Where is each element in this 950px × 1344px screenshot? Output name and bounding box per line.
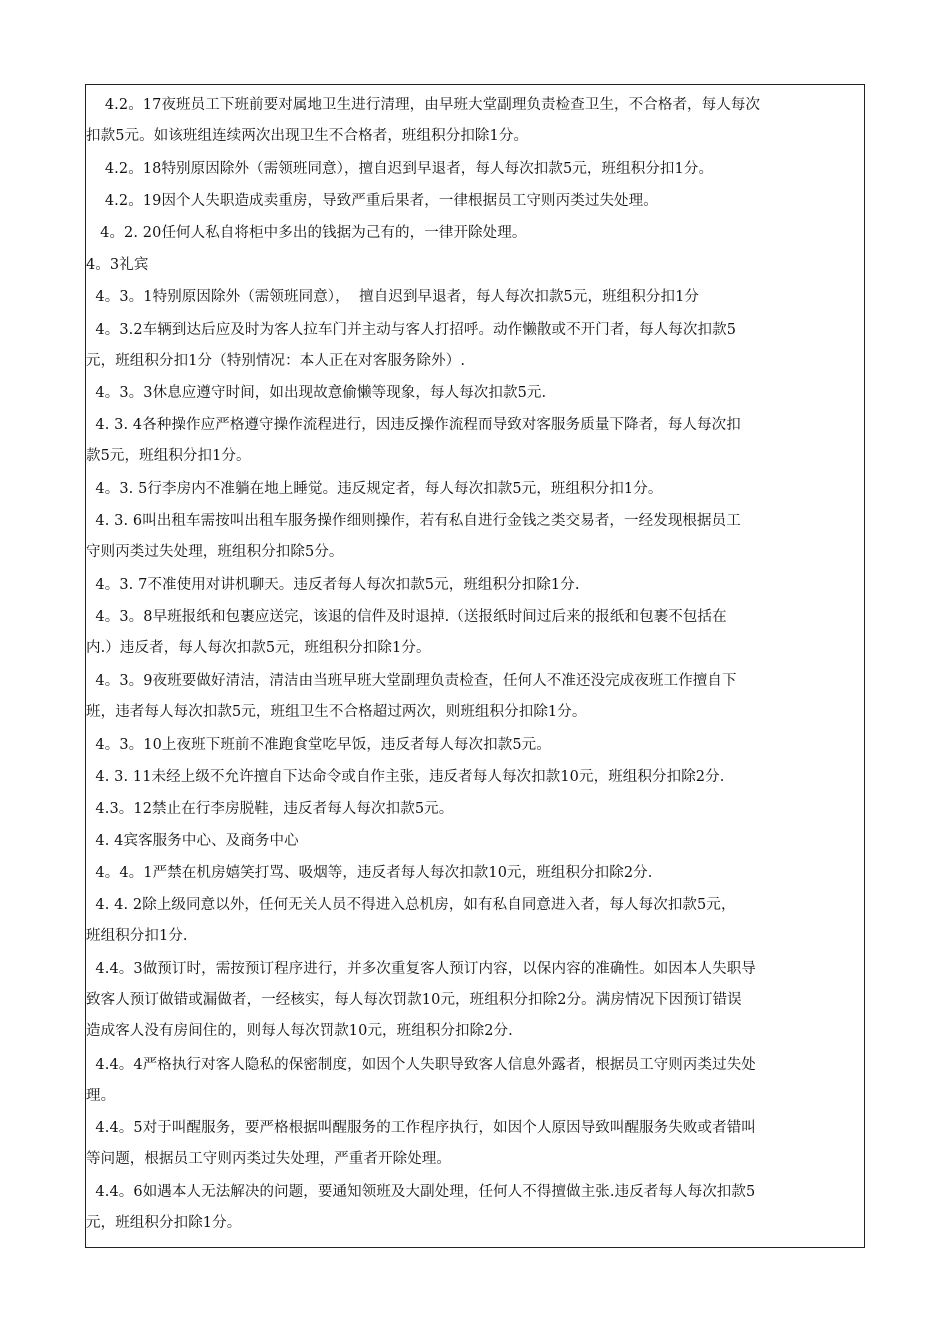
paragraph-line: 4. 3. 11未经上级不允许擅自下达命令或自作主张，违反者每人每次扣款10元，班组积分扣除2分. — [86, 768, 725, 785]
paragraph-line: 4. 3. 4各种操作应严格遵守操作流程进行，因违反操作流程而导致对客服务质量下降者，每人每次扣 — [86, 417, 741, 434]
rule-paragraph — [86, 570, 864, 601]
paragraph-line: 4. 4宾客服务中心、及商务中心 — [86, 833, 299, 850]
paragraph-line: 守则丙类过失处理，班组积分扣除5分。 — [86, 544, 344, 561]
rule-paragraph — [86, 602, 864, 664]
paragraph-line: 内.）违反者，每人每次扣款5元，班组积分扣除1分。 — [86, 640, 431, 657]
paragraph-line: 4。3. 7不准使用对讲机聊天。违反者每人每次扣款5元，班组积分扣除1分. — [86, 577, 580, 594]
paragraph-line: 理。 — [86, 1087, 116, 1104]
paragraph-line: 4。2. 20任何人私自将柜中多出的钱据为己有的，一律开除处理。 — [86, 225, 527, 242]
rule-paragraph — [86, 90, 864, 152]
rule-paragraph — [86, 954, 864, 1047]
paragraph-line: 4。3。10上夜班下班前不准跑食堂吃早饭，违反者每人每次扣款5元。 — [86, 736, 551, 753]
rule-paragraph — [86, 218, 864, 249]
rule-paragraph — [86, 730, 864, 761]
paragraph-line: 4。3。1特别原因除外（需领班同意）， 擅自迟到早退者，每人每次扣款5元，班组积分扣1分 — [86, 289, 700, 306]
paragraph-line: 4。3.2车辆到达后应及时为客人拉车门并主动与客人打招呼。动作懒散或不开门者，每人每次扣款5 — [86, 321, 737, 338]
paragraph-line: 班，违者每人每次扣款5元，班组卫生不合格超过两次，则班组积分扣除1分。 — [86, 703, 587, 720]
paragraph-line: 4。3。9夜班要做好清洁，清洁由当班早班大堂副理负责检查，任何人不准还没完成夜班工作擅自下 — [86, 672, 737, 689]
paragraph-line: 款5元，班组积分扣1分。 — [86, 448, 251, 465]
rule-paragraph — [86, 666, 864, 728]
rule-paragraph — [86, 250, 864, 281]
paragraph-line: 等问题，根据员工守则丙类过失处理，严重者开除处理。 — [86, 1151, 451, 1168]
paragraph-line: 4. 3. 6叫出租车需按叫出租车服务操作细则操作，若有私自进行金钱之类交易者，一经发现根据员工 — [86, 513, 741, 530]
paragraph-line: 4.4。4严格执行对客人隐私的保密制度，如因个人失职导致客人信息外露者，根据员工守则丙类过失处 — [86, 1056, 756, 1073]
paragraph-line: 4.4。3做预订时，需按预订程序进行，并多次重复客人预订内容，以保内容的准确性。如因本人失职导 — [86, 961, 756, 978]
paragraph-line: 元，班组积分扣除1分。 — [86, 1215, 242, 1232]
rule-paragraph — [86, 858, 864, 889]
rule-paragraph — [86, 378, 864, 409]
paragraph-line: 致客人预订做错或漏做者，一经核实，每人每次罚款10元，班组积分扣除2分。满房情况下因预订错误 — [86, 992, 742, 1009]
rule-paragraph — [86, 410, 864, 472]
paragraph-line: 4.2。19因个人失职造成卖重房，导致严重后果者，一律根据员工守则丙类过失处理。 — [86, 192, 658, 209]
paragraph-line: 班组积分扣1分. — [86, 928, 188, 945]
rule-paragraph — [86, 506, 864, 568]
paragraph-line: 4.2。17夜班员工下班前要对属地卫生进行清理，由早班大堂副理负责检查卫生，不合格者，每人每次 — [86, 97, 761, 113]
rule-paragraph — [86, 890, 864, 952]
rule-paragraph — [86, 762, 864, 793]
document-frame — [85, 84, 865, 1248]
rule-paragraph — [86, 1177, 864, 1239]
paragraph-line: 4。3。8早班报纸和包裹应送完，该退的信件及时退掉.（送报纸时间过后来的报纸和包裹不包括在 — [86, 609, 727, 626]
paragraph-line: 4.2。18特别原因除外（需领班同意），擅自迟到早退者，每人每次扣款5元，班组积分扣1分。 — [86, 160, 714, 177]
rule-paragraph — [86, 1113, 864, 1175]
paragraph-line: 4.4。5对于叫醒服务，要严格根据叫醒服务的工作程序执行，如因个人原因导致叫醒服务失败或者错叫 — [86, 1120, 756, 1137]
paragraph-line: 扣款5元。如该班组连续两次出现卫生不合格者，班组积分扣除1分。 — [86, 128, 529, 144]
rule-paragraph — [86, 826, 864, 857]
paragraph-line: 4. 4. 2除上级同意以外，任何无关人员不得进入总机房，如有私自同意进入者，每人每次扣款5元， — [86, 897, 736, 914]
rule-paragraph — [86, 186, 864, 217]
paragraph-line: 4.3。12禁止在行李房脱鞋，违反者每人每次扣款5元。 — [86, 801, 454, 817]
rule-paragraph — [86, 474, 864, 505]
paragraph-line: 4。3。3休息应遵守时间，如出现故意偷懒等现象，每人每次扣款5元. — [86, 385, 547, 402]
rule-paragraph — [86, 1050, 864, 1112]
paragraph-line: 4。4。1严禁在机房嬉笑打骂、吸烟等，违反者每人每次扣款10元，班组积分扣除2分. — [86, 865, 653, 882]
rule-paragraph — [86, 282, 864, 313]
paragraph-line: 4.4。6如遇本人无法解决的问题，要通知领班及大副处理，任何人不得擅做主张.违反者每人每次扣款5 — [86, 1184, 756, 1201]
rule-paragraph — [86, 794, 864, 825]
paragraph-line: 造成客人没有房间住的，则每人每次罚款10元，班组积分扣除2分. — [86, 1023, 513, 1040]
rule-paragraph — [86, 154, 864, 185]
paragraph-line: 4。3. 5行李房内不准躺在地上睡觉。违反规定者，每人每次扣款5元，班组积分扣1分。 — [86, 481, 663, 498]
paragraph-line: 元，班组积分扣1分（特别情况：本人正在对客服务除外）. — [86, 352, 466, 369]
paragraph-line: 4。3礼宾 — [86, 257, 149, 274]
rule-paragraph — [86, 315, 864, 377]
